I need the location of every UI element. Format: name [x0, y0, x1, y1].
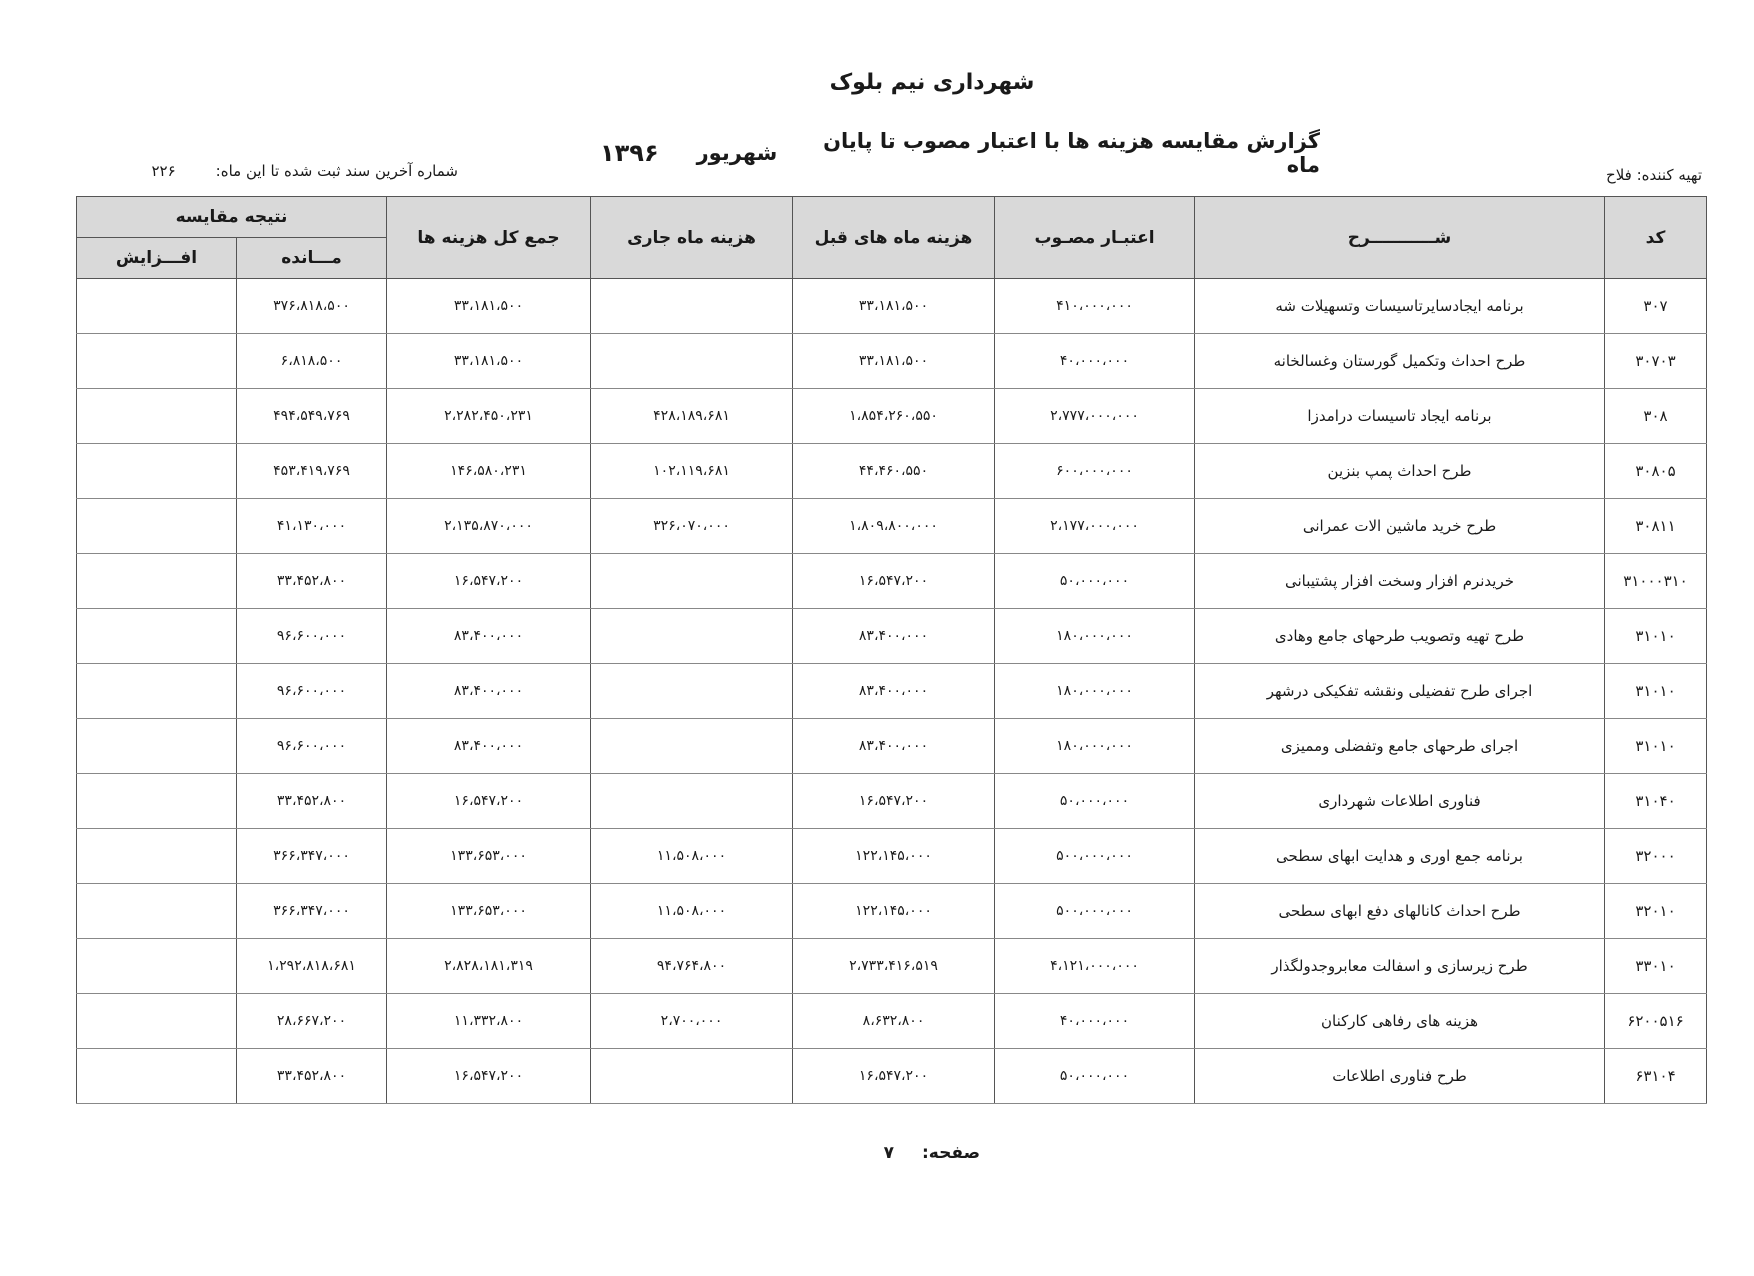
table-row — [77, 609, 1707, 664]
cell-total: ۸۳،۴۰۰،۰۰۰ — [387, 609, 591, 664]
cell-description: فناوری اطلاعات شهرداری — [1195, 774, 1605, 829]
cell-code: ۳۱۰۱۰ — [1605, 664, 1707, 719]
table-row — [77, 334, 1707, 389]
table-row — [77, 499, 1707, 554]
cell-prior: ۳۳،۱۸۱،۵۰۰ — [793, 279, 995, 334]
cell-total: ۲،۲۸۲،۴۵۰،۲۳۱ — [387, 389, 591, 444]
cell-remaining: ۳۷۶،۸۱۸،۵۰۰ — [237, 279, 387, 334]
cell-increase — [77, 774, 237, 829]
header-remaining: مـــانده — [237, 238, 387, 279]
cell-increase — [77, 554, 237, 609]
cell-code: ۳۱۰۴۰ — [1605, 774, 1707, 829]
table-row — [77, 1049, 1707, 1104]
cell-prior: ۳۳،۱۸۱،۵۰۰ — [793, 334, 995, 389]
cell-current — [591, 334, 793, 389]
cell-approved: ۴۱۰،۰۰۰،۰۰۰ — [995, 279, 1195, 334]
cell-total: ۳۳،۱۸۱،۵۰۰ — [387, 334, 591, 389]
cell-description: طرح احداث کانالهای دفع ابهای سطحی — [1195, 884, 1605, 939]
cell-remaining: ۲۸،۶۶۷،۲۰۰ — [237, 994, 387, 1049]
cell-remaining: ۱،۲۹۲،۸۱۸،۶۸۱ — [237, 939, 387, 994]
cell-current: ۹۴،۷۶۴،۸۰۰ — [591, 939, 793, 994]
cell-prior: ۱،۸۵۴،۲۶۰،۵۵۰ — [793, 389, 995, 444]
cell-description: طرح تهیه وتصویب طرحهای جامع وهادی — [1195, 609, 1605, 664]
cell-remaining: ۳۳،۴۵۲،۸۰۰ — [237, 554, 387, 609]
cell-approved: ۵۰۰،۰۰۰،۰۰۰ — [995, 884, 1195, 939]
cell-approved: ۴۰،۰۰۰،۰۰۰ — [995, 334, 1195, 389]
header-prior-months-expense: هزینه ماه های قبل — [793, 197, 995, 279]
cell-current — [591, 609, 793, 664]
header-increase: افـــزایش — [77, 238, 237, 279]
cell-remaining: ۳۶۶،۳۴۷،۰۰۰ — [237, 829, 387, 884]
cell-code: ۳۱۰۱۰ — [1605, 719, 1707, 774]
cell-remaining: ۹۶،۶۰۰،۰۰۰ — [237, 664, 387, 719]
cell-total: ۱۳۳،۶۵۳،۰۰۰ — [387, 884, 591, 939]
cell-approved: ۴۰،۰۰۰،۰۰۰ — [995, 994, 1195, 1049]
cell-total: ۱۳۳،۶۵۳،۰۰۰ — [387, 829, 591, 884]
cell-increase — [77, 334, 237, 389]
report-year: ۱۳۹۶ — [600, 139, 659, 167]
cell-code: ۳۱۰۱۰ — [1605, 609, 1707, 664]
preparer-name: تهیه کننده: فلاح — [1606, 166, 1702, 184]
cell-description: اجرای طرح تفضیلی ونقشه تفکیکی درشهر — [1195, 664, 1605, 719]
table-row — [77, 279, 1707, 334]
cell-current: ۴۲۸،۱۸۹،۶۸۱ — [591, 389, 793, 444]
cell-total: ۱۶،۵۴۷،۲۰۰ — [387, 774, 591, 829]
header-current-month-expense: هزینه ماه جاری — [591, 197, 793, 279]
cell-total: ۸۳،۴۰۰،۰۰۰ — [387, 719, 591, 774]
cell-prior: ۱۶،۵۴۷،۲۰۰ — [793, 774, 995, 829]
page-number: ۷ — [883, 1143, 894, 1163]
cell-prior: ۱۶،۵۴۷،۲۰۰ — [793, 554, 995, 609]
report-title-line — [600, 129, 1320, 177]
cell-code: ۳۰۸ — [1605, 389, 1707, 444]
last-document-number: ۲۲۶ — [151, 162, 176, 180]
cell-remaining: ۹۶،۶۰۰،۰۰۰ — [237, 719, 387, 774]
cell-remaining: ۳۶۶،۳۴۷،۰۰۰ — [237, 884, 387, 939]
report-month: شهریور — [696, 141, 778, 165]
cell-code: ۳۰۸۱۱ — [1605, 499, 1707, 554]
table-row — [77, 554, 1707, 609]
table-row — [77, 444, 1707, 499]
cell-increase — [77, 499, 237, 554]
cell-remaining: ۴۹۴،۵۴۹،۷۶۹ — [237, 389, 387, 444]
cell-prior: ۸۳،۴۰۰،۰۰۰ — [793, 609, 995, 664]
report-title: گزارش مقایسه هزینه ها با اعتبار مصوب تا پایان ماه — [823, 129, 1320, 177]
cell-prior: ۱۲۲،۱۴۵،۰۰۰ — [793, 884, 995, 939]
cell-increase — [77, 444, 237, 499]
cell-increase — [77, 664, 237, 719]
cell-prior: ۴۴،۴۶۰،۵۵۰ — [793, 444, 995, 499]
cell-current — [591, 664, 793, 719]
cell-approved: ۱۸۰،۰۰۰،۰۰۰ — [995, 719, 1195, 774]
cell-code: ۳۱۰۰۰۳۱۰ — [1605, 554, 1707, 609]
cell-remaining: ۳۳،۴۵۲،۸۰۰ — [237, 1049, 387, 1104]
cell-prior: ۸،۶۳۲،۸۰۰ — [793, 994, 995, 1049]
cell-description: طرح احداث پمپ بنزین — [1195, 444, 1605, 499]
last-document-label: شماره آخرین سند ثبت شده تا این ماه: — [215, 162, 458, 180]
table-row — [77, 939, 1707, 994]
cell-increase — [77, 884, 237, 939]
cell-approved: ۵۰،۰۰۰،۰۰۰ — [995, 774, 1195, 829]
cell-code: ۳۰۷۰۳ — [1605, 334, 1707, 389]
cell-remaining: ۴۵۳،۴۱۹،۷۶۹ — [237, 444, 387, 499]
cell-increase — [77, 389, 237, 444]
cell-remaining: ۶،۸۱۸،۵۰۰ — [237, 334, 387, 389]
cell-current — [591, 719, 793, 774]
cell-increase — [77, 1049, 237, 1104]
cell-current — [591, 1049, 793, 1104]
header-total-expenses: جمع کل هزینه ها — [387, 197, 591, 279]
table-row — [77, 884, 1707, 939]
cell-description: طرح احداث وتکمیل گورستان وغسالخانه — [1195, 334, 1605, 389]
cell-description: طرح خرید ماشین الات عمرانی — [1195, 499, 1605, 554]
header-description: شـــــــــــرح — [1195, 197, 1605, 279]
table-row — [77, 389, 1707, 444]
cell-approved: ۶۰۰،۰۰۰،۰۰۰ — [995, 444, 1195, 499]
cell-approved: ۵۰،۰۰۰،۰۰۰ — [995, 554, 1195, 609]
cell-approved: ۱۸۰،۰۰۰،۰۰۰ — [995, 609, 1195, 664]
cell-increase — [77, 279, 237, 334]
cell-current: ۱۱،۵۰۸،۰۰۰ — [591, 884, 793, 939]
cell-code: ۳۳۰۱۰ — [1605, 939, 1707, 994]
page-label: صفحه: — [921, 1143, 980, 1163]
cell-prior: ۸۳،۴۰۰،۰۰۰ — [793, 664, 995, 719]
cell-description: طرح فناوری اطلاعات — [1195, 1049, 1605, 1104]
cell-total: ۲،۱۳۵،۸۷۰،۰۰۰ — [387, 499, 591, 554]
cell-code: ۶۳۱۰۴ — [1605, 1049, 1707, 1104]
cell-increase — [77, 719, 237, 774]
cell-prior: ۱۲۲،۱۴۵،۰۰۰ — [793, 829, 995, 884]
cell-increase — [77, 609, 237, 664]
header-comparison-result: نتیجه مقایسه — [77, 197, 387, 238]
table-row — [77, 719, 1707, 774]
cell-approved: ۴،۱۲۱،۰۰۰،۰۰۰ — [995, 939, 1195, 994]
cell-description: هزینه های رفاهی کارکنان — [1195, 994, 1605, 1049]
cell-remaining: ۴۱،۱۳۰،۰۰۰ — [237, 499, 387, 554]
cell-prior: ۲،۷۳۳،۴۱۶،۵۱۹ — [793, 939, 995, 994]
cell-current — [591, 774, 793, 829]
cell-total: ۸۳،۴۰۰،۰۰۰ — [387, 664, 591, 719]
cell-total: ۳۳،۱۸۱،۵۰۰ — [387, 279, 591, 334]
cell-approved: ۵۰،۰۰۰،۰۰۰ — [995, 1049, 1195, 1104]
municipality-name: شهرداری نیم بلوک — [829, 70, 1035, 95]
cell-increase — [77, 939, 237, 994]
cell-current — [591, 554, 793, 609]
last-document-info — [108, 162, 458, 180]
cell-approved: ۱۸۰،۰۰۰،۰۰۰ — [995, 664, 1195, 719]
cell-code: ۶۲۰۰۵۱۶ — [1605, 994, 1707, 1049]
cell-prior: ۸۳،۴۰۰،۰۰۰ — [793, 719, 995, 774]
cell-description: برنامه جمع اوری و هدایت ابهای سطحی — [1195, 829, 1605, 884]
cell-description: برنامه ایجادسایرتاسیسات وتسهیلات شه — [1195, 279, 1605, 334]
cell-remaining: ۳۳،۴۵۲،۸۰۰ — [237, 774, 387, 829]
cell-increase — [77, 994, 237, 1049]
cell-remaining: ۹۶،۶۰۰،۰۰۰ — [237, 609, 387, 664]
table-row — [77, 664, 1707, 719]
header-approved-credit: اعتبـار مصـوب — [995, 197, 1195, 279]
cell-approved: ۲،۱۷۷،۰۰۰،۰۰۰ — [995, 499, 1195, 554]
header-code: کد — [1605, 197, 1707, 279]
cell-approved: ۲،۷۷۷،۰۰۰،۰۰۰ — [995, 389, 1195, 444]
cell-code: ۳۰۸۰۵ — [1605, 444, 1707, 499]
cell-code: ۳۰۷ — [1605, 279, 1707, 334]
cell-code: ۳۲۰۰۰ — [1605, 829, 1707, 884]
cell-current: ۱۰۲،۱۱۹،۶۸۱ — [591, 444, 793, 499]
cell-current: ۱۱،۵۰۸،۰۰۰ — [591, 829, 793, 884]
cell-code: ۳۲۰۱۰ — [1605, 884, 1707, 939]
cell-current: ۲،۷۰۰،۰۰۰ — [591, 994, 793, 1049]
cell-prior: ۱۶،۵۴۷،۲۰۰ — [793, 1049, 995, 1104]
cell-total: ۲،۸۲۸،۱۸۱،۳۱۹ — [387, 939, 591, 994]
expense-comparison-table — [76, 196, 1707, 1104]
cell-description: طرح زیرسازی و اسفالت معابروجدولگذار — [1195, 939, 1605, 994]
cell-prior: ۱،۸۰۹،۸۰۰،۰۰۰ — [793, 499, 995, 554]
cell-total: ۱۶،۵۴۷،۲۰۰ — [387, 1049, 591, 1104]
cell-description: برنامه ایجاد تاسیسات درامدزا — [1195, 389, 1605, 444]
cell-total: ۱۴۶،۵۸۰،۲۳۱ — [387, 444, 591, 499]
cell-current: ۳۲۶،۰۷۰،۰۰۰ — [591, 499, 793, 554]
cell-total: ۱۶،۵۴۷،۲۰۰ — [387, 554, 591, 609]
cell-description: خریدنرم افزار وسخت افزار پشتیبانی — [1195, 554, 1605, 609]
cell-description: اجرای طرحهای جامع وتفضلی وممیزی — [1195, 719, 1605, 774]
table-row — [77, 829, 1707, 884]
cell-approved: ۵۰۰،۰۰۰،۰۰۰ — [995, 829, 1195, 884]
cell-total: ۱۱،۳۳۲،۸۰۰ — [387, 994, 591, 1049]
cell-increase — [77, 829, 237, 884]
table-row — [77, 994, 1707, 1049]
page-footer — [840, 1143, 980, 1163]
table-row — [77, 774, 1707, 829]
cell-current — [591, 279, 793, 334]
